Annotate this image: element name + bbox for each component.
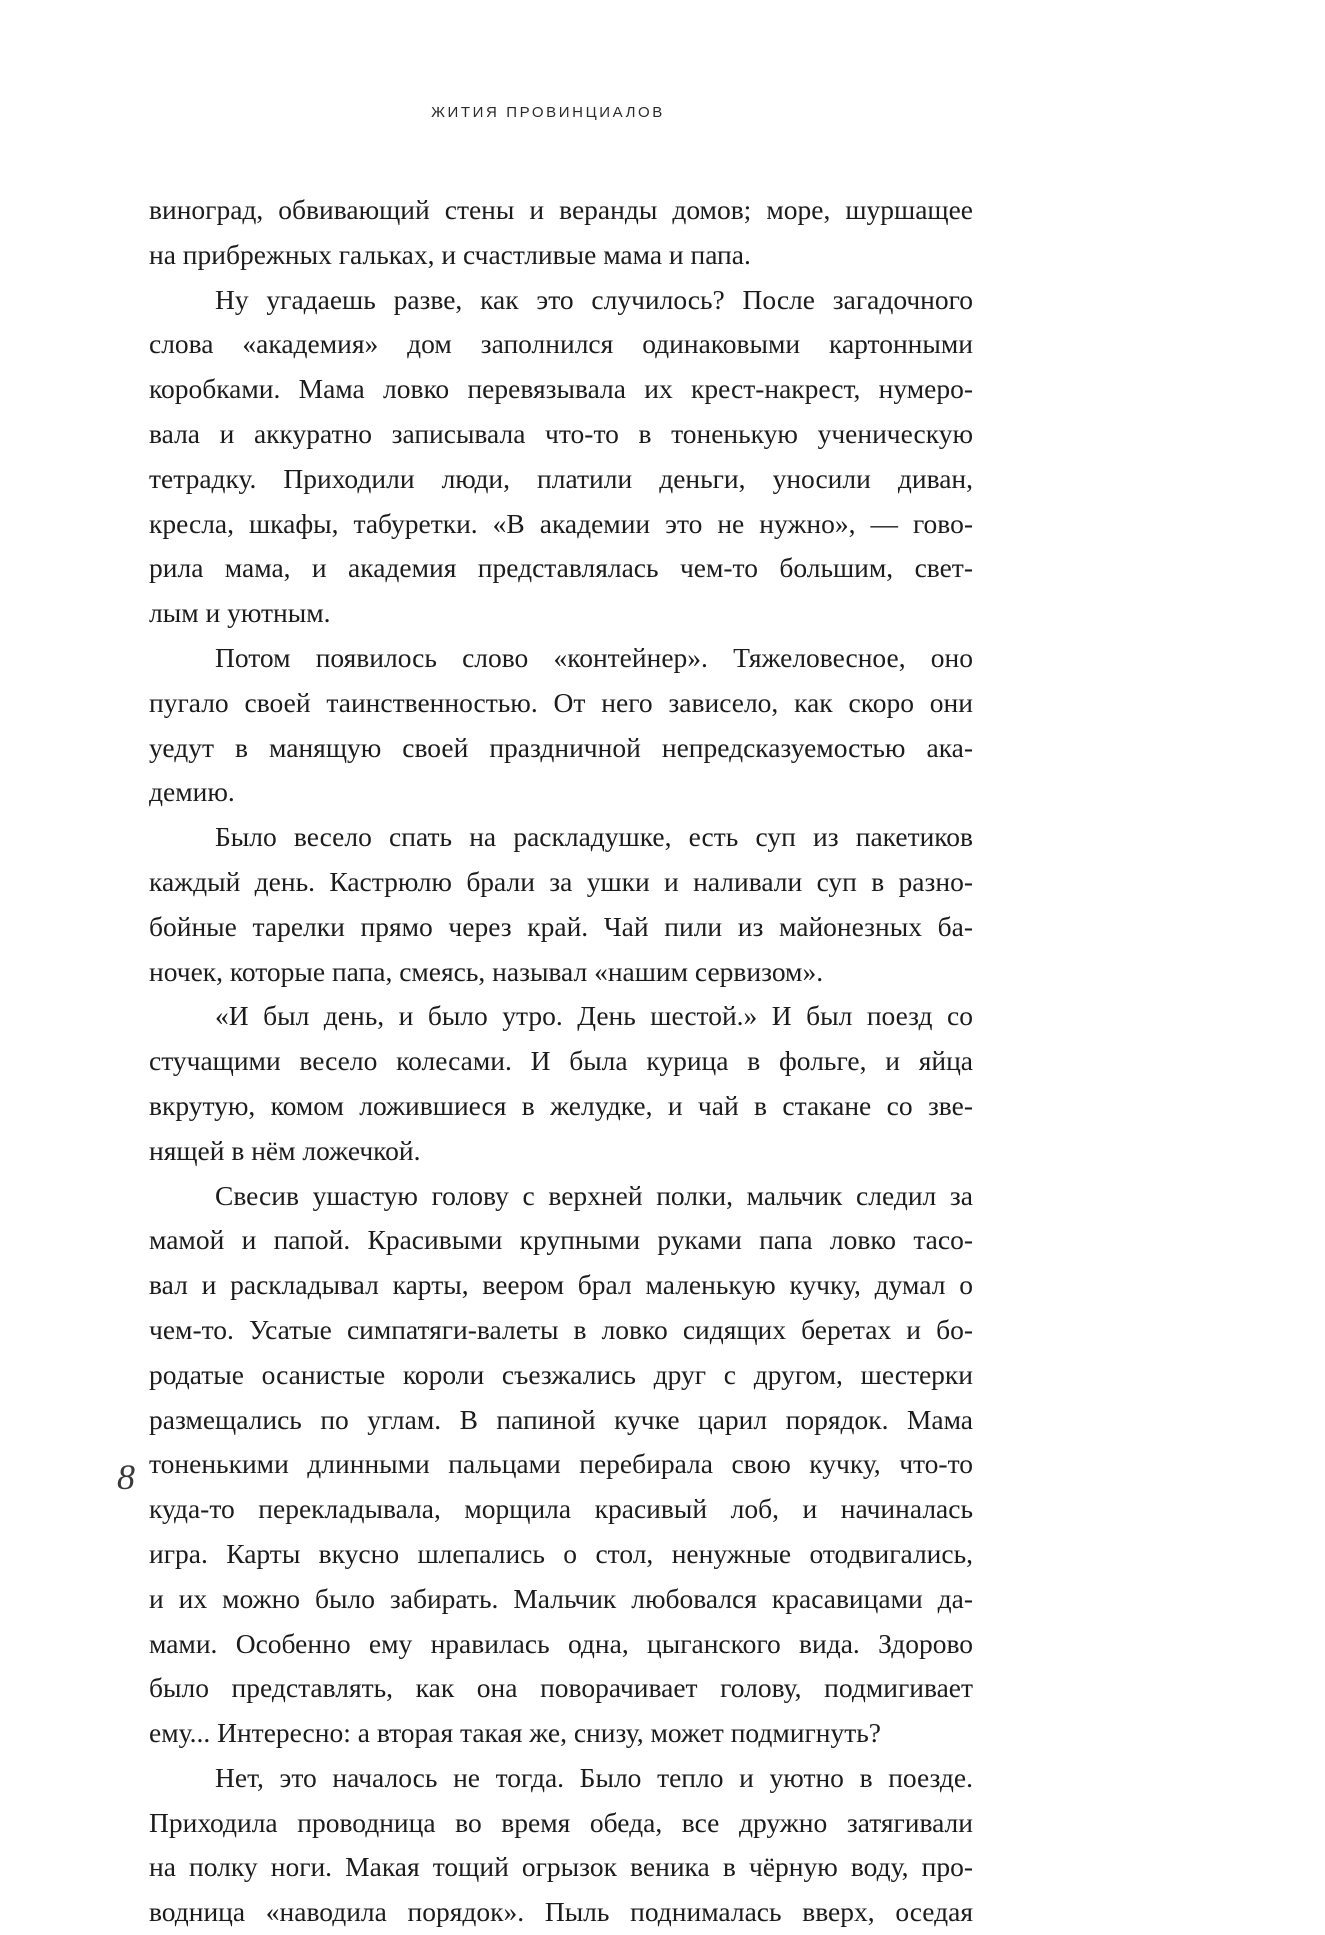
- text-line: ему... Интересно: а вторая такая же, снизу, может подмигнуть?: [149, 1717, 881, 1749]
- text-line: и их можно было забирать. Мальчик любовался красавицами да-: [149, 1582, 973, 1614]
- text-line: кресла, шкафы, табуретки. «В академии это не нужно», — гово-: [149, 507, 973, 539]
- text-line: стучащими весело колесами. И была курица в фольге, и яйца: [149, 1045, 973, 1077]
- text-line: игра. Карты вкусно шлепались о стол, ненужные отодвигались,: [149, 1537, 973, 1569]
- text-line: мами. Особенно ему нравилась одна, цыганского вида. Здорово: [149, 1627, 973, 1659]
- text-line: на полку ноги. Макая тощий огрызок веника в чёрную воду, про-: [149, 1851, 973, 1883]
- text-line: ночек, которые папа, смеясь, называл «нашим сервизом».: [149, 955, 824, 987]
- text-line: тетрадку. Приходили люди, платили деньги, уносили диван,: [149, 462, 973, 494]
- text-line: Ну угадаешь разве, как это случилось? После загадочного: [215, 283, 973, 315]
- text-line: водница «наводила порядок». Пыль поднималась вверх, оседая: [149, 1896, 973, 1928]
- text-line: размещались по углам. В папиной кучке царил порядок. Мама: [149, 1403, 973, 1435]
- text-line: куда-то перекладывала, морщила красивый лоб, и начиналась: [149, 1493, 973, 1525]
- text-line: Свесив ушастую голову с верхней полки, мальчик следил за: [215, 1179, 973, 1211]
- body-text: [149, 188, 973, 1935]
- text-line: чем-то. Усатые симпатяги-валеты в ловко сидящих беретах и бо-: [149, 1313, 973, 1345]
- page-number: 8: [117, 1457, 135, 1497]
- text-line: Нет, это началось не тогда. Было тепло и уютно в поезде.: [215, 1761, 973, 1793]
- text-line: пугало своей таинственностью. От него зависело, как скоро они: [149, 686, 973, 718]
- text-line: вала и аккуратно записывала что-то в тоненькую ученическую: [149, 417, 973, 449]
- text-line: коробками. Мама ловко перевязывала их крест-накрест, нумеро-: [149, 373, 973, 405]
- text-line: Потом появилось слово «контейнер». Тяжеловесное, оно: [215, 641, 973, 673]
- text-line: слова «академия» дом заполнился одинаковыми картонными: [149, 328, 973, 360]
- text-line: мамой и папой. Красивыми крупными руками папа ловко тасо-: [149, 1224, 973, 1256]
- text-line: Приходила проводница во время обеда, все дружно затягивали: [149, 1806, 973, 1838]
- text-line: лым и уютным.: [149, 597, 331, 629]
- text-line: демию.: [149, 776, 235, 808]
- text-line: нящей в нём ложечкой.: [149, 1134, 421, 1166]
- text-line: на прибрежных гальках, и счастливые мама и папа.: [149, 238, 751, 270]
- text-line: уедут в манящую своей праздничной непредсказуемостью ака-: [149, 731, 973, 763]
- text-line: было представлять, как она поворачивает голову, подмигивает: [149, 1672, 973, 1704]
- text-line: Было весело спать на раскладушке, есть суп из пакетиков: [215, 821, 973, 853]
- text-line: «И был день, и было утро. День шестой.» И был поезд со: [215, 1000, 973, 1032]
- running-head: ЖИТИЯ ПРОВИНЦИАЛОВ: [431, 104, 665, 121]
- text-line: рила мама, и академия представлялась чем-то большим, свет-: [149, 552, 973, 584]
- text-line: бойные тарелки прямо через край. Чай пили из майонезных ба-: [149, 910, 973, 942]
- text-line: родатые осанистые короли съезжались друг с другом, шестерки: [149, 1358, 973, 1390]
- text-line: вкрутую, комом ложившиеся в желудке, и чай в стакане со зве-: [149, 1089, 973, 1121]
- text-line: вал и раскладывал карты, веером брал маленькую кучку, думал о: [149, 1269, 973, 1301]
- text-line: тоненькими длинными пальцами перебирала свою кучку, что-то: [149, 1448, 973, 1480]
- text-line: виноград, обвивающий стены и веранды домов; море, шуршащее: [149, 194, 973, 225]
- text-line: каждый день. Кастрюлю брали за ушки и наливали суп в разно-: [149, 865, 973, 897]
